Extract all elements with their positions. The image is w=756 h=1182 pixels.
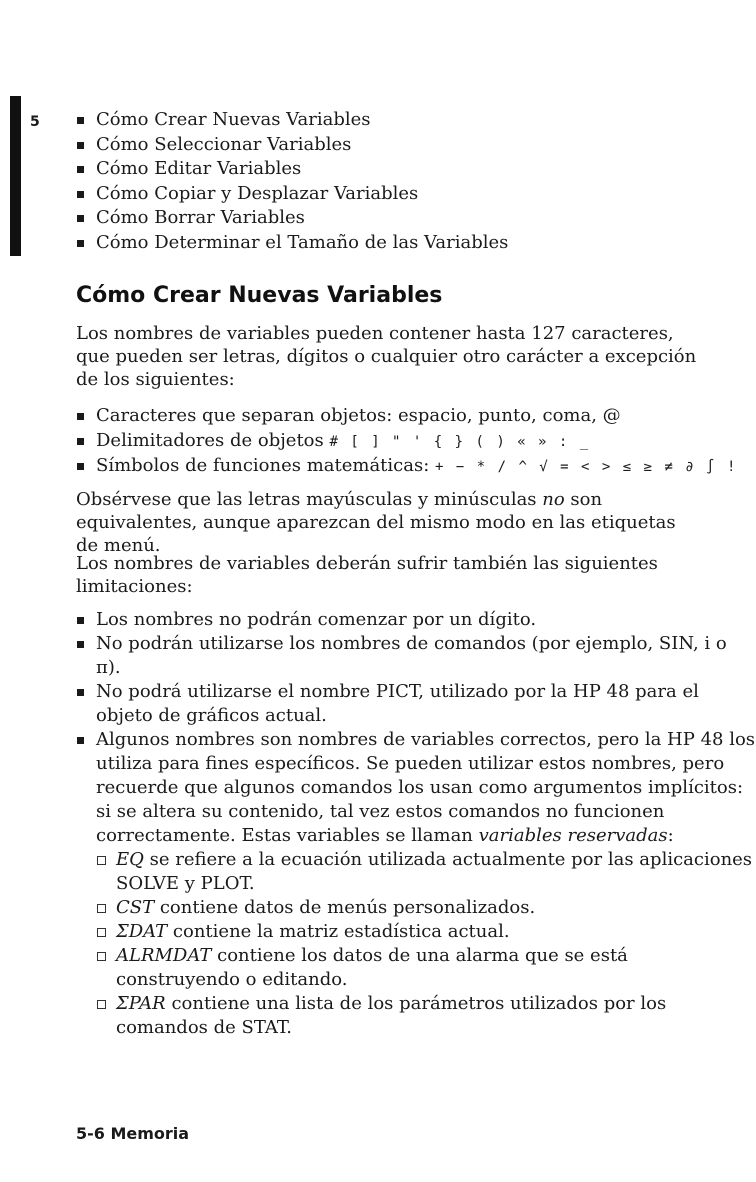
- variable-name: ΣPAR: [116, 993, 166, 1014]
- intro-paragraph: Los nombres de variables pueden contener hasta 127 caracteres, que pueden ser letras, dígitos o cualquier otro carácter a excepción de los siguientes:: [76, 323, 697, 390]
- reserved-variable-item: [96, 992, 756, 1040]
- toc-item: Cómo Seleccionar Variables: [76, 133, 508, 158]
- reserved-text: Algunos nombres son nombres de variables correctos, pero la HP 48 los utiliza para fines específicos. Se pueden utilizar estos nombres, pero recuerde que algunos comandos los usan como argumentos implícitos: si se altera su contenido, tal vez estos comandos no funcionen correctamente. Estas variables se llaman: [96, 729, 756, 846]
- item-label: Símbolos de funciones matemáticas:: [96, 455, 436, 476]
- chapter-tab-number: 5: [30, 114, 40, 130]
- item-symbols: + − * / ^ √ = < > ≤ ≥ ≠ ∂ ∫ !: [435, 459, 738, 475]
- item-label: Delimitadores de objetos: [96, 429, 330, 451]
- reserved-variable-item: [96, 848, 756, 896]
- variable-desc: contiene datos de menús personalizados.: [154, 897, 536, 918]
- text-run: son equivalentes, aunque aparezcan del mismo modo en las etiquetas de menú.: [76, 489, 676, 556]
- chapter-toc: [76, 108, 508, 255]
- toc-item: Cómo Determinar el Tamaño de las Variables: [76, 231, 508, 256]
- variable-desc: contiene la matriz estadística actual.: [167, 921, 510, 942]
- list-item: [76, 728, 756, 1040]
- list-item: [76, 429, 737, 455]
- variable-name: EQ: [116, 849, 144, 870]
- emphasis: variables reservadas: [478, 825, 668, 846]
- item-label: Caracteres que separan objetos:: [96, 405, 398, 426]
- chapter-tab-bar: [10, 96, 21, 256]
- reserved-variable-item: [96, 920, 756, 944]
- excluded-characters-list: [76, 404, 737, 480]
- toc-item: Cómo Borrar Variables: [76, 206, 508, 231]
- variable-name: ΣDAT: [116, 921, 168, 942]
- list-item: No podrán utilizarse los nombres de comandos (por ejemplo, SIN, i o π).: [76, 632, 756, 680]
- reserved-variable-item: [96, 896, 756, 920]
- toc-item: Cómo Copiar y Desplazar Variables: [76, 182, 508, 207]
- limitations-intro: Los nombres de variables deberán sufrir también las siguientes limitaciones:: [76, 553, 658, 597]
- list-item: [76, 404, 737, 429]
- variable-name: CST: [116, 897, 155, 918]
- list-item: Los nombres no podrán comenzar por un dígito.: [76, 608, 756, 632]
- page-footer: 5-6 Memoria: [76, 1124, 190, 1143]
- text-run: Obsérvese que las letras mayúsculas y minúsculas: [76, 489, 543, 510]
- toc-item: Cómo Crear Nuevas Variables: [76, 108, 508, 133]
- item-symbols: # [ ] " ' { } ( ) « » : _: [329, 433, 591, 450]
- text-run: :: [667, 825, 674, 846]
- variable-desc: contiene los datos de una alarma que se está construyendo o editando.: [116, 945, 628, 990]
- reserved-variable-item: [96, 944, 756, 992]
- list-item: No podrá utilizarse el nombre PICT, utilizado por la HP 48 para el objeto de gráficos actual.: [76, 680, 756, 728]
- section-heading: Cómo Crear Nuevas Variables: [76, 283, 443, 308]
- variable-name: ALRMDAT: [116, 945, 212, 966]
- list-item: [76, 454, 737, 480]
- variable-desc: contiene una lista de los parámetros utilizados por los comandos de STAT.: [116, 993, 667, 1038]
- toc-item: Cómo Editar Variables: [76, 157, 508, 182]
- emphasis: no: [542, 489, 565, 510]
- item-symbols: espacio, punto, coma, @: [398, 405, 621, 426]
- limitations-list: [76, 608, 756, 1040]
- variable-desc: se refiere a la ecuación utilizada actualmente por las aplicaciones SOLVE y PLOT.: [116, 849, 753, 894]
- reserved-variables-list: [96, 848, 756, 1040]
- case-sensitivity-paragraph: [76, 488, 701, 557]
